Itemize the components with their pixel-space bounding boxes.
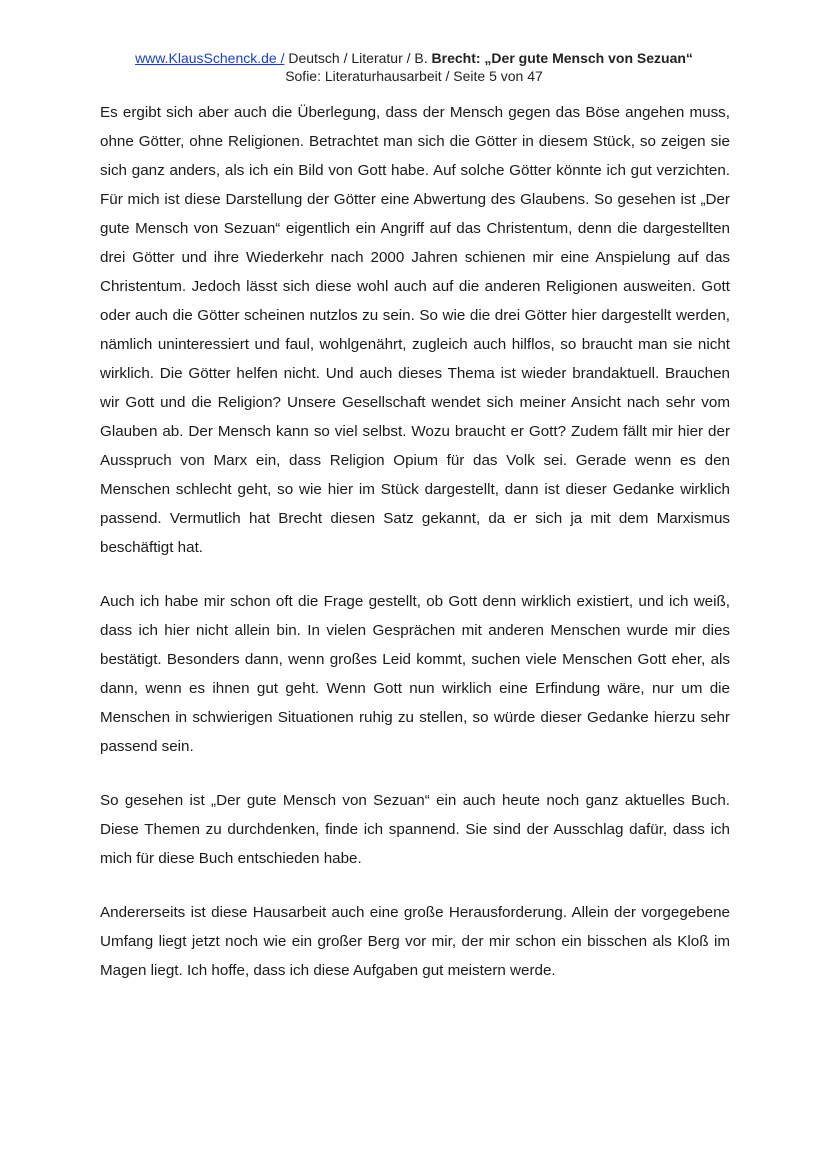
header-subtitle: Sofie: Literaturhausarbeit / Seite 5 von 47 — [285, 68, 543, 84]
header-path: Deutsch / Literatur / B. — [284, 50, 432, 66]
header-title: Brecht: „Der gute Mensch von Sezuan“ — [431, 50, 693, 66]
paragraph: Auch ich habe mir schon oft die Frage gestellt, ob Gott denn wirklich existiert, und ich weiß, dass ich hier nicht allein bin. In vielen Gesprächen mit anderen Menschen wurde mir dies bestätigt. Besonders dann, wenn großes Leid kommt, suchen viele Menschen Gott eher, als dann, wenn es ihnen gut geht. Wenn Gott nun wirklich eine Erfindung wäre, nur um die Menschen in schwierigen Situationen ruhig zu stellen, so würde dieser Gedanke hierzu sehr passend sein. — [100, 593, 730, 755]
paragraph: Andererseits ist diese Hausarbeit auch eine große Herausforderung. Allein der vorgegebene Umfang liegt jetzt noch wie ein großer Berg vor mir, der mir schon ein bisschen als Kloß im Magen liegt. Ich hoffe, dass ich diese Aufgaben gut meistern werde. — [100, 904, 730, 979]
paragraph: So gesehen ist „Der gute Mensch von Sezuan“ ein auch heute noch ganz aktuelles Buch. Diese Themen zu durchdenken, finde ich spannend. Sie sind der Ausschlag dafür, dass ich mich für diese Buch entschieden habe. — [100, 792, 730, 867]
site-link[interactable]: www.KlausSchenck.de / — [135, 50, 285, 66]
header-line-1 — [60, 49, 768, 67]
document-body — [100, 98, 730, 1010]
paragraph: Es ergibt sich aber auch die Überlegung, dass der Mensch gegen das Böse angehen muss, ohne Götter, ohne Religionen. Betrachtet man sich die Götter in diesem Stück, so zeigen sie sich ganz anders, als ich ein Bild von Gott habe. Auf solche Götter könnte ich gut verzichten. Für mich ist diese Darstellung der Götter eine Abwertung des Glaubens. So gesehen ist „Der gute Mensch von Sezuan“ eigentlich ein Angriff auf das Christentum, denn die dargestellten drei Götter und ihre Wiederkehr nach 2000 Jahren schienen mir eine Anspielung auf das Christentum. Jedoch lässt sich diese wohl auch auf die anderen Religionen ausweiten. Gott oder auch die Götter scheinen nutzlos zu sein. So wie die drei Götter hier dargestellt werden, nämlich uninteressiert und faul, wohlgenährt, zugleich auch hilflos, so braucht man sie nicht wirklich. Die Götter helfen nicht. Und auch dieses Thema ist wieder brandaktuell. Brauchen wir Gott und die Religion? Unsere Gesellschaft wendet sich meiner Ansicht nach sehr vom Glauben ab. Der Mensch kann so viel selbst. Wozu braucht er Gott? Zudem fällt mir hier der Ausspruch von Marx ein, dass Religion Opium für das Volk sei. Gerade wenn es den Menschen schlecht geht, so wie hier im Stück dargestellt, dann ist dieser Gedanke wirklich passend. Vermutlich hat Brecht diesen Satz gekannt, da er sich ja mit dem Marxismus beschäftigt hat. — [100, 104, 730, 556]
page-header — [60, 49, 768, 85]
